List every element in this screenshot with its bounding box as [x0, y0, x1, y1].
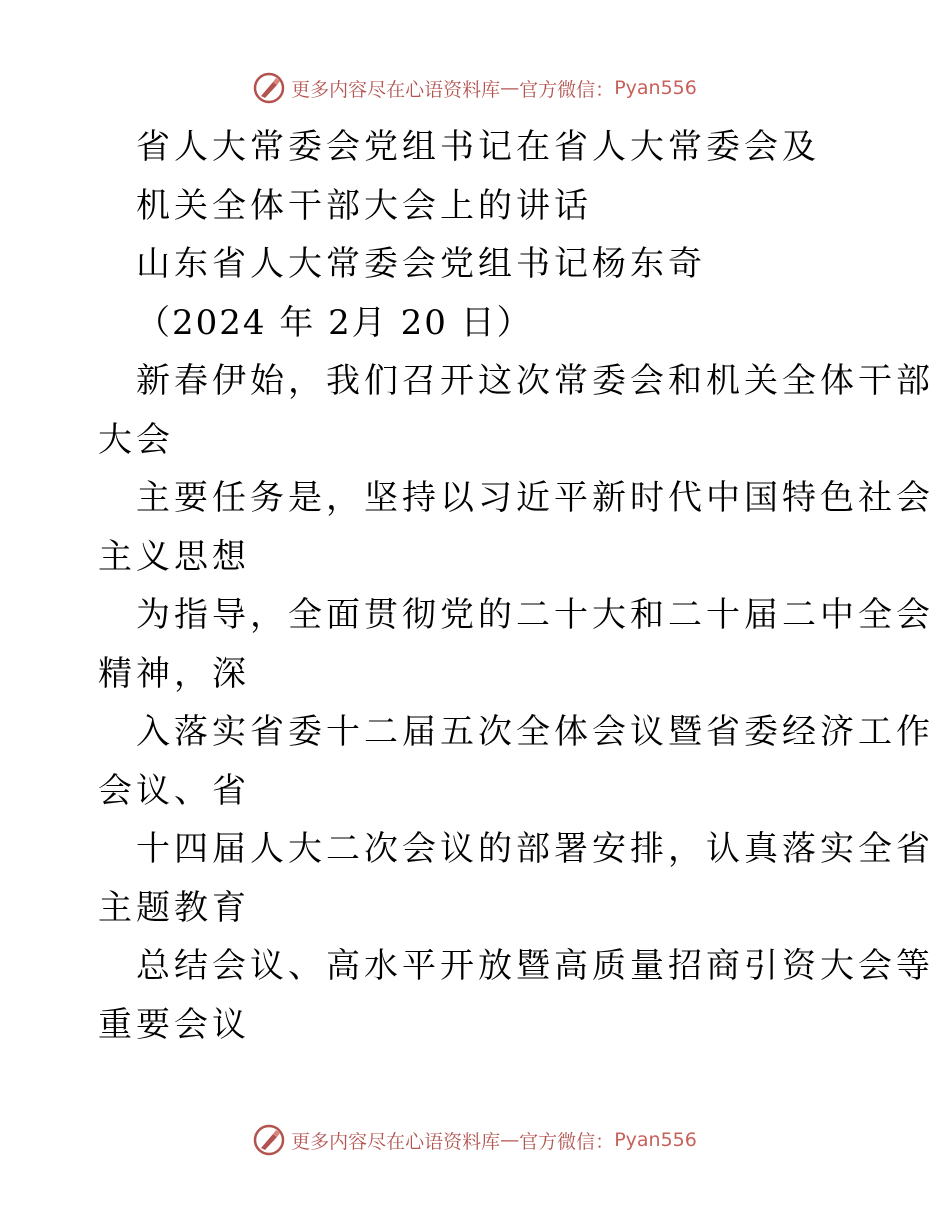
paragraph-line: 新春伊始，我们召开这次常委会和机关全体干部: [136, 361, 934, 401]
paragraph-line: 为指导，全面贯彻党的二十大和二十届二中全会: [136, 595, 934, 635]
title-line-1: 省人大常委会党组书记在省人大常委会及: [136, 127, 820, 167]
paragraph-line: 大会: [98, 419, 174, 460]
watermark-wechat-id: Pyan556: [614, 77, 697, 99]
watermark-wechat-id: Pyan556: [614, 1129, 697, 1151]
watermark-dash: —: [500, 1129, 520, 1151]
paragraph-line: 入落实省委十二届五次全体会议暨省委经济工作: [136, 712, 934, 752]
paragraph-line: 主义思想: [98, 536, 250, 577]
watermark-sub-text: 官方微信：: [519, 1130, 615, 1153]
paragraph-line: 会议、省: [98, 770, 250, 811]
footer-watermark: [0, 1124, 950, 1156]
document-body: [98, 118, 934, 1054]
watermark-sub-text: 官方微信：: [519, 78, 615, 101]
watermark-main-text: 更多内容尽在心语资料库: [291, 78, 501, 101]
paragraph-line: 十四届人大二次会议的部署安排，认真落实全省: [136, 829, 934, 869]
paragraph-line: 主要任务是，坚持以习近平新时代中国特色社会: [136, 478, 934, 518]
pen-logo-icon: [253, 1124, 285, 1156]
paragraph-line: 精神，深: [98, 653, 250, 694]
author-line: 山东省人大常委会党组书记杨东奇: [136, 244, 706, 284]
header-watermark: [0, 72, 950, 104]
paragraph-line: 主题教育: [98, 887, 250, 928]
pen-logo-icon: [253, 72, 285, 104]
watermark-dash: —: [500, 77, 520, 99]
watermark-main-text: 更多内容尽在心语资料库: [291, 1130, 501, 1153]
title-line-2: 机关全体干部大会上的讲话: [136, 185, 592, 226]
paragraph-line: 总结会议、高水平开放暨高质量招商引资大会等: [136, 946, 934, 986]
date-line: （2024 年 2月 20 日）: [136, 302, 533, 343]
paragraph-line: 重要会议: [98, 1004, 250, 1045]
